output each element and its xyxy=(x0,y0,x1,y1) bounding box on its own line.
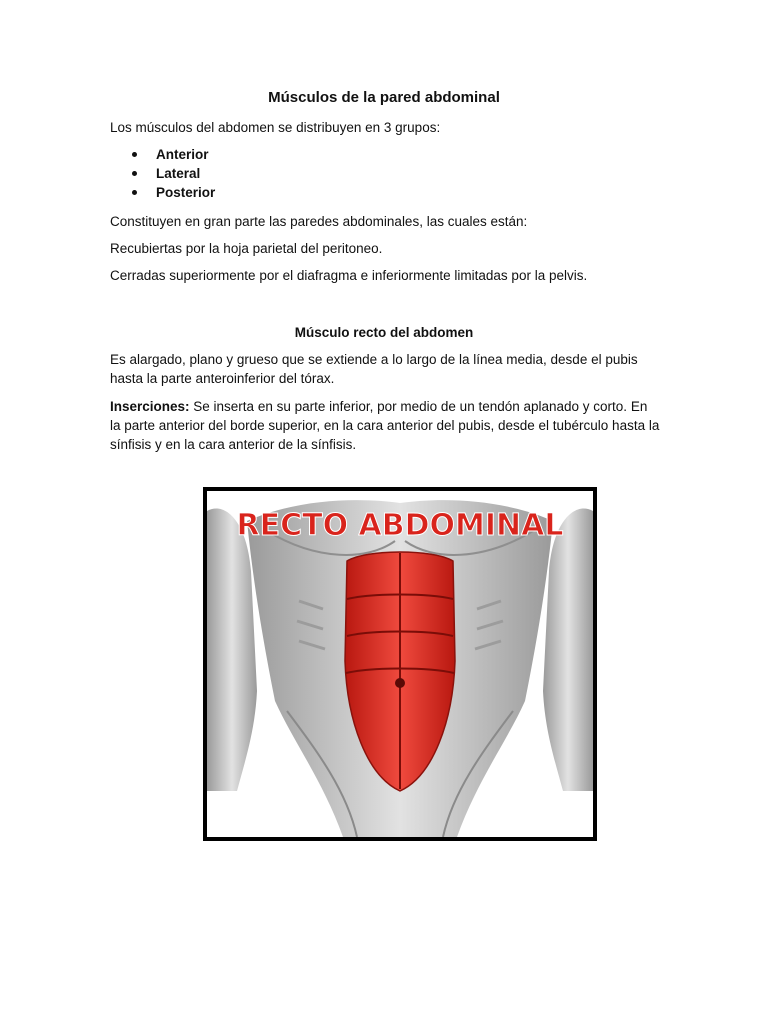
insertions-paragraph xyxy=(110,397,660,454)
rectus-abdominis-figure xyxy=(203,487,597,841)
walls-intro: Constituyen en gran parte las paredes abdominales, las cuales están: xyxy=(110,214,528,229)
list-item: Posterior xyxy=(110,183,215,202)
list-item: Anterior xyxy=(110,145,215,164)
bullet-icon xyxy=(132,152,137,157)
document-title: Músculos de la pared abdominal xyxy=(268,89,500,106)
bullet-icon xyxy=(132,190,137,195)
description-paragraph: Es alargado, plano y grueso que se extiende a lo largo de la línea media, desde el pubis hasta la parte anteroinferior del tórax. xyxy=(110,352,638,386)
walls-line-1: Recubiertas por la hoja parietal del peritoneo. xyxy=(110,241,383,256)
figure-caption: RECTO ABDOMINAL xyxy=(236,508,564,543)
anatomy-illustration xyxy=(207,491,593,837)
bullet-icon xyxy=(132,171,137,176)
intro-paragraph: Los músculos del abdomen se distribuyen en 3 grupos: xyxy=(110,120,441,135)
list-item: Lateral xyxy=(110,164,215,183)
muscle-groups-list xyxy=(110,145,215,202)
section-title: Músculo recto del abdomen xyxy=(294,325,474,340)
insertions-text: Se inserta en su parte inferior, por medio de un tendón aplanado y corto. En la parte anterior del borde superior, en la cara anterior del pubis, desde el tubérculo hasta la sínfisis y en la cara anterior de la sínfisis. xyxy=(110,399,660,452)
insertions-label: Inserciones: xyxy=(110,399,190,414)
walls-line-2: Cerradas superiormente por el diafragma e inferiormente limitadas por la pelvis. xyxy=(110,268,588,283)
